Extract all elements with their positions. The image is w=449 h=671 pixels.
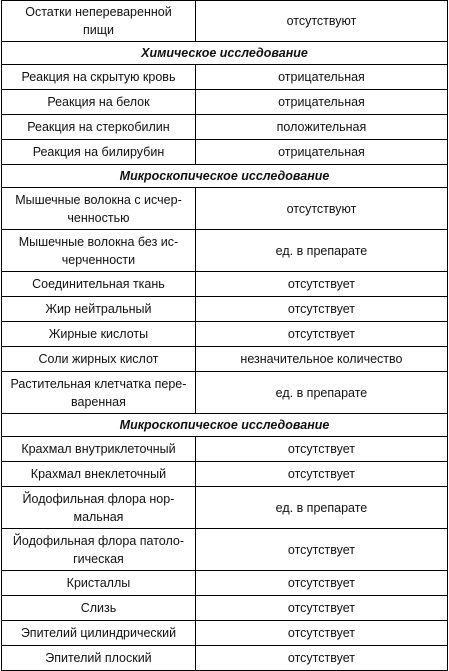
parameter-text: Остатки непереваренной [25, 5, 172, 19]
parameter-text: Растительная клетчатка пере- [10, 376, 187, 391]
table-row [2, 372, 448, 414]
value-cell: отсутствует [195, 297, 447, 322]
parameter-text: гическая [73, 551, 124, 566]
value-cell: ед. в препарате [195, 372, 447, 414]
parameter-text: Мышечные волокна с исчер- [15, 192, 182, 207]
table-row [2, 596, 448, 621]
parameter-text: пищи [82, 23, 114, 37]
parameter-text: Крахмал внутриклеточный [21, 442, 176, 456]
parameter-text: Жир нейтральный [45, 302, 152, 316]
value-cell: отсутствуют [195, 1, 447, 42]
table-row [2, 462, 448, 487]
value-cell: отсутствует [195, 322, 447, 347]
parameter-cell [2, 65, 196, 90]
parameter-text: Крахмал внеклеточный [30, 467, 167, 481]
table-row [2, 571, 448, 596]
section-header-row [2, 414, 448, 437]
parameter-text: Эпителий плоский [45, 651, 152, 665]
parameter-cell [2, 90, 196, 115]
parameter-cell [2, 188, 196, 230]
results-table [1, 0, 448, 671]
parameter-cell [2, 115, 196, 140]
parameter-text: ченностью [67, 210, 130, 225]
value-cell: отсутствует [195, 646, 447, 671]
parameter-cell [2, 272, 196, 297]
section-title: Микроскопическое исследование [2, 414, 448, 437]
table-row [2, 347, 448, 372]
parameter-text: Соли жирных кислот [38, 352, 159, 366]
value-cell: отсутствует [195, 437, 447, 462]
parameter-text: Мышечные волокна без ис- [18, 234, 179, 249]
parameter-text: Реакция на белок [47, 95, 150, 109]
parameter-text: Кристаллы [66, 576, 131, 590]
table-row [2, 297, 448, 322]
value-cell: отсутствует [195, 596, 447, 621]
value-cell: отсутствует [195, 462, 447, 487]
parameter-text: Йодофильная флора нор- [22, 491, 175, 506]
parameter-text: Эпителий цилиндрический [20, 626, 177, 640]
value-cell: отрицательная [195, 140, 447, 165]
parameter-cell [2, 621, 196, 646]
parameter-cell [2, 437, 196, 462]
results-table-body [2, 1, 448, 671]
section-title: Химическое исследование [2, 42, 448, 65]
value-cell: ед. в препарате [195, 230, 447, 272]
parameter-cell [2, 140, 196, 165]
parameter-cell [2, 646, 196, 671]
parameter-text: варенная [71, 394, 126, 409]
value-cell: отсутствует [195, 529, 447, 571]
table-row [2, 230, 448, 272]
table-row [2, 188, 448, 230]
parameter-cell [2, 322, 196, 347]
parameter-cell [2, 1, 196, 42]
section-title: Микроскопическое исследование [2, 165, 448, 188]
table-row [2, 140, 448, 165]
table-row [2, 272, 448, 297]
parameter-cell [2, 372, 196, 414]
parameter-text: черченности [61, 252, 136, 267]
table-row [2, 621, 448, 646]
table-row [2, 90, 448, 115]
parameter-text: Реакция на стеркобилин [27, 120, 170, 134]
table-row [2, 65, 448, 90]
parameter-text: Йодофильная флора патоло- [12, 533, 185, 548]
value-cell: отсутствует [195, 272, 447, 297]
value-cell: ед. в препарате [195, 487, 447, 529]
parameter-cell [2, 487, 196, 529]
parameter-text: Соединительная ткань [32, 277, 165, 291]
value-cell: незначительное количество [195, 347, 447, 372]
parameter-text: Реакция на билирубин [32, 145, 165, 159]
table-row [2, 487, 448, 529]
parameter-cell [2, 529, 196, 571]
parameter-cell [2, 571, 196, 596]
value-cell: отсутствуют [195, 188, 447, 230]
parameter-text: Жирные кислоты [48, 327, 149, 341]
section-header-row [2, 42, 448, 65]
parameter-cell [2, 347, 196, 372]
value-cell: отсутствует [195, 621, 447, 646]
parameter-cell [2, 596, 196, 621]
parameter-cell [2, 462, 196, 487]
value-cell: отрицательная [195, 65, 447, 90]
table-row [2, 437, 448, 462]
parameter-text: мальная [73, 509, 124, 524]
parameter-text: Слизь [80, 601, 117, 615]
parameter-text: Реакция на скрытую кровь [21, 70, 176, 84]
value-cell: положительная [195, 115, 447, 140]
section-header-row [2, 165, 448, 188]
table-row [2, 646, 448, 671]
parameter-cell [2, 297, 196, 322]
value-cell: отрицательная [195, 90, 447, 115]
table-row [2, 529, 448, 571]
table-row [2, 1, 448, 42]
value-cell: отсутствует [195, 571, 447, 596]
table-row [2, 115, 448, 140]
table-row [2, 322, 448, 347]
parameter-cell [2, 230, 196, 272]
